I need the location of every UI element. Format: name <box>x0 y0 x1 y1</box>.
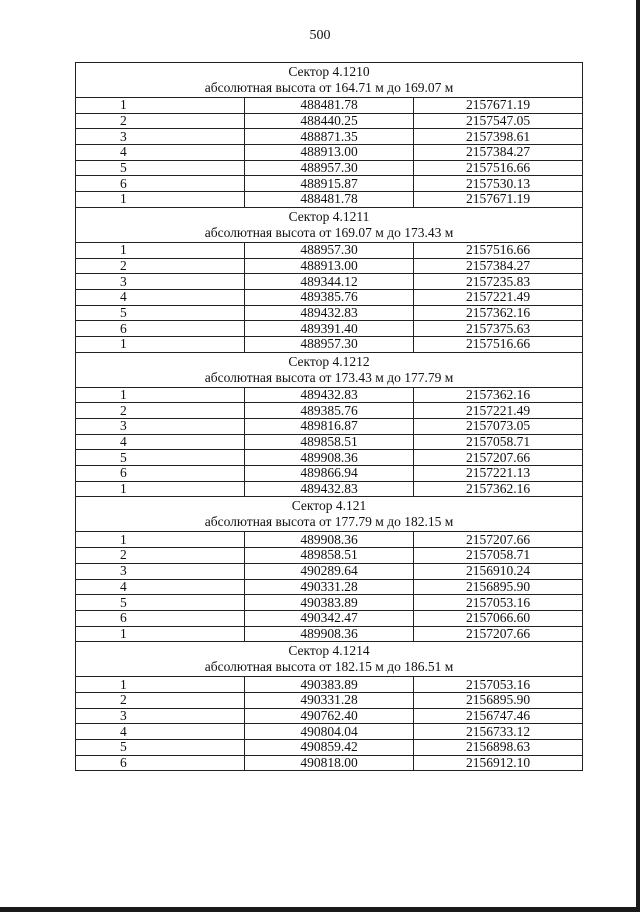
sector-altitude: абсолютная высота от 173.43 м до 177.79 м <box>204 369 454 385</box>
coord-y: 2157671.19 <box>414 98 583 114</box>
table-row <box>76 532 583 548</box>
point-number: 6 <box>76 755 245 771</box>
point-number: 3 <box>76 708 245 724</box>
table-row <box>76 740 583 756</box>
coord-x: 488913.00 <box>245 145 414 161</box>
point-number: 4 <box>76 434 245 450</box>
table-row <box>76 98 583 114</box>
coord-x: 489816.87 <box>245 419 414 435</box>
coord-x: 489858.51 <box>245 548 414 564</box>
point-number: 2 <box>76 548 245 564</box>
coord-x: 489432.83 <box>245 305 414 321</box>
coord-y: 2157375.63 <box>414 321 583 337</box>
coord-y: 2156747.46 <box>414 708 583 724</box>
point-number: 1 <box>76 98 245 114</box>
coord-y: 2157058.71 <box>414 548 583 564</box>
coord-y: 2157384.27 <box>414 145 583 161</box>
coord-y: 2157235.83 <box>414 274 583 290</box>
point-number: 5 <box>76 740 245 756</box>
point-number: 1 <box>76 387 245 403</box>
coord-y: 2156898.63 <box>414 740 583 756</box>
table-row <box>76 466 583 482</box>
coord-x: 489385.76 <box>245 289 414 305</box>
coord-y: 2157516.66 <box>414 160 583 176</box>
table-row <box>76 336 583 352</box>
coord-y: 2156912.10 <box>414 755 583 771</box>
coord-x: 489866.94 <box>245 466 414 482</box>
coord-y: 2157530.13 <box>414 176 583 192</box>
sector-header <box>76 207 583 242</box>
coord-y: 2157207.66 <box>414 532 583 548</box>
point-number: 1 <box>76 626 245 642</box>
point-number: 3 <box>76 419 245 435</box>
scan-edge-right <box>636 0 640 912</box>
point-number: 6 <box>76 466 245 482</box>
point-number: 3 <box>76 274 245 290</box>
table-row <box>76 192 583 208</box>
table-row <box>76 692 583 708</box>
point-number: 2 <box>76 113 245 129</box>
point-number: 1 <box>76 242 245 258</box>
table-row <box>76 305 583 321</box>
coord-x: 490342.47 <box>245 610 414 626</box>
sector-header-row <box>76 642 583 677</box>
table-row <box>76 755 583 771</box>
table-row <box>76 724 583 740</box>
coord-x: 490859.42 <box>245 740 414 756</box>
coordinates-table-body <box>76 63 583 771</box>
coord-x: 488957.30 <box>245 242 414 258</box>
sector-header <box>76 63 583 98</box>
point-number: 1 <box>76 192 245 208</box>
table-row <box>76 242 583 258</box>
table-row <box>76 677 583 693</box>
point-number: 5 <box>76 450 245 466</box>
sector-header <box>76 352 583 387</box>
coord-y: 2157384.27 <box>414 258 583 274</box>
table-row <box>76 176 583 192</box>
coord-x: 489344.12 <box>245 274 414 290</box>
coord-x: 490331.28 <box>245 579 414 595</box>
coord-x: 488957.30 <box>245 160 414 176</box>
table-row <box>76 160 583 176</box>
coord-x: 490804.04 <box>245 724 414 740</box>
table-row <box>76 563 583 579</box>
coord-x: 488481.78 <box>245 98 414 114</box>
coord-y: 2157516.66 <box>414 242 583 258</box>
coord-y: 2157398.61 <box>414 129 583 145</box>
table-row <box>76 708 583 724</box>
sector-title: Сектор 4.121 <box>291 498 367 514</box>
point-number: 4 <box>76 724 245 740</box>
coord-y: 2157516.66 <box>414 336 583 352</box>
table-row <box>76 387 583 403</box>
coord-x: 488915.87 <box>245 176 414 192</box>
table-row <box>76 595 583 611</box>
coord-x: 489391.40 <box>245 321 414 337</box>
coord-y: 2157547.05 <box>414 113 583 129</box>
coord-y: 2157073.05 <box>414 419 583 435</box>
point-number: 6 <box>76 321 245 337</box>
sector-altitude: абсолютная высота от 169.07 м до 173.43 м <box>204 224 454 240</box>
sector-header-row <box>76 352 583 387</box>
table-row <box>76 626 583 642</box>
coord-x: 489908.36 <box>245 450 414 466</box>
point-number: 2 <box>76 692 245 708</box>
coord-y: 2157053.16 <box>414 677 583 693</box>
coord-x: 488913.00 <box>245 258 414 274</box>
sector-title: Сектор 4.1211 <box>288 208 370 224</box>
point-number: 1 <box>76 336 245 352</box>
point-number: 2 <box>76 403 245 419</box>
table-row <box>76 434 583 450</box>
coord-y: 2157053.16 <box>414 595 583 611</box>
point-number: 4 <box>76 145 245 161</box>
table-row <box>76 321 583 337</box>
coord-y: 2157221.13 <box>414 466 583 482</box>
coord-x: 490383.89 <box>245 595 414 611</box>
page-number: 500 <box>309 28 331 43</box>
point-number: 5 <box>76 160 245 176</box>
sector-header <box>76 642 583 677</box>
table-row <box>76 450 583 466</box>
table-row <box>76 548 583 564</box>
coord-x: 489432.83 <box>245 387 414 403</box>
coord-y: 2157207.66 <box>414 626 583 642</box>
point-number: 3 <box>76 129 245 145</box>
coord-y: 2157362.16 <box>414 481 583 497</box>
table-row <box>76 419 583 435</box>
sector-header <box>76 497 583 532</box>
sector-title: Сектор 4.1214 <box>288 643 370 659</box>
point-number: 1 <box>76 677 245 693</box>
coord-x: 490289.64 <box>245 563 414 579</box>
point-number: 5 <box>76 305 245 321</box>
coord-x: 490383.89 <box>245 677 414 693</box>
coord-y: 2156895.90 <box>414 579 583 595</box>
coord-y: 2157207.66 <box>414 450 583 466</box>
table-row <box>76 481 583 497</box>
coord-x: 490331.28 <box>245 692 414 708</box>
coord-x: 489858.51 <box>245 434 414 450</box>
sector-header-row <box>76 63 583 98</box>
coord-x: 488957.30 <box>245 336 414 352</box>
sector-header-row <box>76 497 583 532</box>
table-row <box>76 258 583 274</box>
coord-x: 490762.40 <box>245 708 414 724</box>
coordinates-table <box>75 62 583 771</box>
coord-x: 489385.76 <box>245 403 414 419</box>
coord-y: 2156733.12 <box>414 724 583 740</box>
sector-header-row <box>76 207 583 242</box>
point-number: 1 <box>76 481 245 497</box>
point-number: 3 <box>76 563 245 579</box>
coord-y: 2157058.71 <box>414 434 583 450</box>
point-number: 6 <box>76 610 245 626</box>
point-number: 1 <box>76 532 245 548</box>
coord-x: 488871.35 <box>245 129 414 145</box>
table-row <box>76 145 583 161</box>
table-row <box>76 289 583 305</box>
coord-y: 2157362.16 <box>414 387 583 403</box>
sector-title: Сектор 4.1212 <box>288 353 370 369</box>
table-row <box>76 274 583 290</box>
coord-y: 2156910.24 <box>414 563 583 579</box>
coord-y: 2157221.49 <box>414 403 583 419</box>
coord-x: 489908.36 <box>245 532 414 548</box>
point-number: 5 <box>76 595 245 611</box>
scan-edge-bottom <box>0 907 640 912</box>
table-row <box>76 113 583 129</box>
coord-y: 2157066.60 <box>414 610 583 626</box>
coord-x: 488481.78 <box>245 192 414 208</box>
point-number: 4 <box>76 579 245 595</box>
sector-altitude: абсолютная высота от 164.71 м до 169.07 м <box>204 80 454 95</box>
coord-x: 490818.00 <box>245 755 414 771</box>
coord-x: 489432.83 <box>245 481 414 497</box>
coord-y: 2157362.16 <box>414 305 583 321</box>
coord-x: 489908.36 <box>245 626 414 642</box>
sector-altitude: абсолютная высота от 182.15 м до 186.51 м <box>204 659 454 675</box>
coord-y: 2156895.90 <box>414 692 583 708</box>
table-row <box>76 579 583 595</box>
table-row <box>76 610 583 626</box>
coord-y: 2157671.19 <box>414 192 583 208</box>
coord-x: 488440.25 <box>245 113 414 129</box>
point-number: 6 <box>76 176 245 192</box>
coord-y: 2157221.49 <box>414 289 583 305</box>
table-row <box>76 403 583 419</box>
table-row <box>76 129 583 145</box>
sector-altitude: абсолютная высота от 177.79 м до 182.15 м <box>204 514 454 530</box>
point-number: 4 <box>76 289 245 305</box>
point-number: 2 <box>76 258 245 274</box>
sector-title: Сектор 4.1210 <box>288 64 370 79</box>
